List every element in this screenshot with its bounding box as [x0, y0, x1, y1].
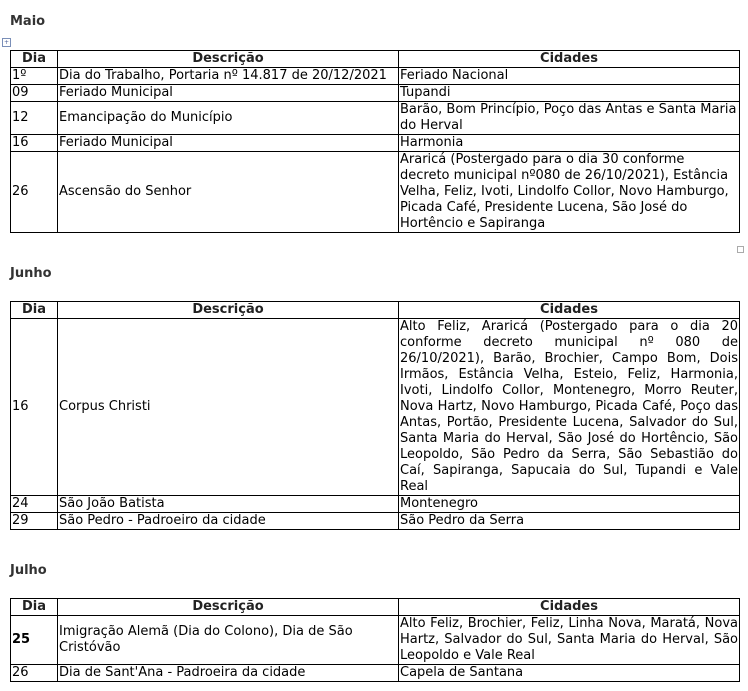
header-descricao: Descrição — [58, 302, 399, 319]
table-header-row — [11, 51, 740, 68]
cell-cidades: Alto Feliz, Araricá (Postergado para o dia 20 conforme decreto municipal nº 080 de 26/10/2021), Barão, Brochier, Campo Bom, Dois Irmãos, Estância Velha, Esteio, Feliz, Harmonia, Ivoti, Lindolfo Collor, Montenegro, Morro Reuter, Nova Hartz, Novo Hamburgo, Picada Café, Poço das Antas, Portão, Presidente Lucena, Salvador do Sul, Santa Maria do Herval, São José do Hortêncio, São Leopoldo, São Pedro da Serra, São Sebastião do Caí, Sapiranga, Sapucaia do Sul, Tupandi e Vale Real — [400, 319, 738, 494]
header-dia: Dia — [11, 51, 58, 68]
cell-cidades: Harmonia — [399, 135, 740, 152]
table-header-row — [11, 302, 740, 319]
table-row — [11, 135, 740, 152]
cell-cidades: Tupandi — [399, 85, 740, 102]
cell-descricao: São João Batista — [58, 496, 399, 513]
cell-dia: 25 — [11, 616, 58, 665]
cell-cidades: Montenegro — [399, 496, 740, 513]
table-row — [11, 102, 740, 135]
cell-cidades: Barão, Bom Princípio, Poço das Antas e Santa Maria do Herval — [399, 102, 740, 135]
cell-dia: 1º — [11, 68, 58, 85]
header-cidades: Cidades — [399, 51, 740, 68]
cell-descricao: Corpus Christi — [58, 319, 399, 496]
holiday-table-julho — [10, 598, 740, 682]
header-dia: Dia — [11, 302, 58, 319]
table-row — [11, 616, 740, 665]
cell-descricao: Imigração Alemã (Dia do Colono), Dia de São Cristóvão — [58, 616, 399, 665]
cell-cidades: Capela de Santana — [399, 665, 740, 682]
table-resize-handle[interactable] — [737, 246, 744, 253]
cell-descricao: Feriado Municipal — [58, 85, 399, 102]
header-cidades: Cidades — [399, 599, 740, 616]
cell-cidades: São Pedro da Serra — [399, 513, 740, 530]
cell-descricao: Feriado Municipal — [58, 135, 399, 152]
cell-cidades: Alto Feliz, Brochier, Feliz, Linha Nova, Maratá, Nova Hartz, Salvador do Sul, Santa Maria do Herval, São Leopoldo e Vale Real — [400, 616, 738, 663]
cell-dia: 12 — [11, 102, 58, 135]
cell-dia: 09 — [11, 85, 58, 102]
month-heading-junho: Junho — [10, 266, 52, 281]
table-row — [11, 85, 740, 102]
table-row — [11, 665, 740, 682]
cell-descricao: Ascensão do Senhor — [58, 152, 399, 233]
cell-dia: 16 — [11, 135, 58, 152]
header-descricao: Descrição — [58, 51, 399, 68]
cell-descricao: Emancipação do Município — [58, 102, 399, 135]
table-row — [11, 496, 740, 513]
table-header-row — [11, 599, 740, 616]
cell-cidades: Araricá (Postergado para o dia 30 conforme decreto municipal nº080 de 26/10/2021), Estância Velha, Feliz, Ivoti, Lindolfo Collor, Novo Hamburgo, Picada Café, Presidente Lucena, São José do Hortêncio e Sapiranga — [399, 152, 740, 233]
cell-descricao: Dia do Trabalho, Portaria nº 14.817 de 20/12/2021 — [58, 68, 399, 85]
cell-descricao: Dia de Sant'Ana - Padroeira da cidade — [58, 665, 399, 682]
cell-descricao: São Pedro - Padroeiro da cidade — [58, 513, 399, 530]
cell-dia: 16 — [11, 319, 58, 496]
header-descricao: Descrição — [58, 599, 399, 616]
cell-cidades: Feriado Nacional — [399, 68, 740, 85]
table-row — [11, 68, 740, 85]
table-row — [11, 319, 740, 496]
cell-dia: 26 — [11, 665, 58, 682]
table-row — [11, 152, 740, 233]
table-anchor-icon[interactable]: + — [3, 39, 10, 46]
cell-dia: 24 — [11, 496, 58, 513]
month-heading-julho: Julho — [10, 563, 47, 578]
header-dia: Dia — [11, 599, 58, 616]
holiday-table-junho — [10, 301, 740, 530]
holiday-table-maio — [10, 50, 740, 233]
cell-dia: 26 — [11, 152, 58, 233]
header-cidades: Cidades — [399, 302, 740, 319]
cell-dia: 29 — [11, 513, 58, 530]
month-heading-maio: Maio — [10, 14, 46, 29]
table-row — [11, 513, 740, 530]
